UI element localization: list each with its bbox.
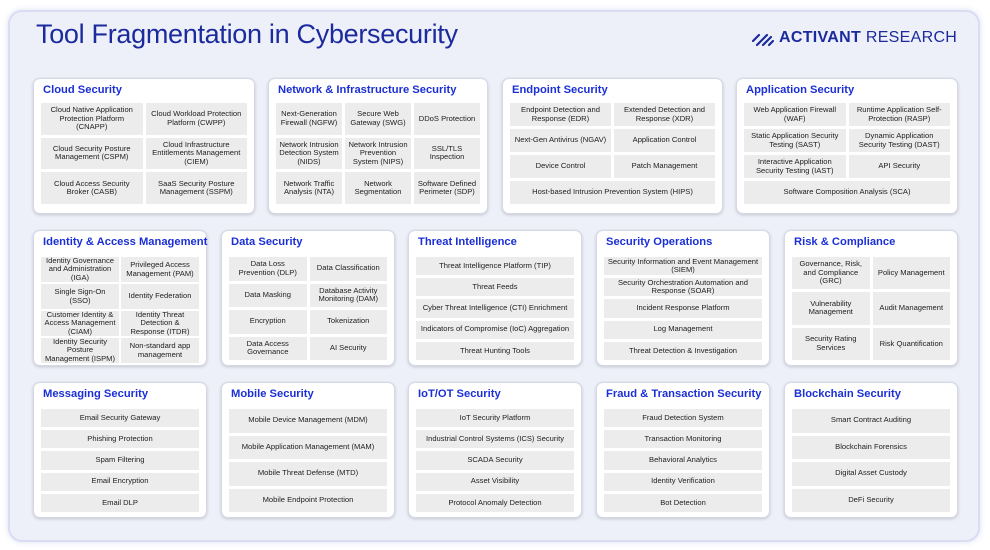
tool-tile: Cloud Native Application Protection Platform (CNAPP) xyxy=(41,103,143,135)
card-blockchain-security xyxy=(784,382,958,518)
tool-tile: Threat Feeds xyxy=(416,278,574,296)
card-data-security xyxy=(221,230,395,366)
tool-tile: Email DLP xyxy=(41,494,199,512)
tool-tile: Software Defined Perimeter (SDP) xyxy=(414,172,480,204)
tool-tile: Data Access Governance xyxy=(229,337,307,361)
tool-tile: Spam Filtering xyxy=(41,451,199,469)
tool-tile: Dynamic Application Security Testing (DAST) xyxy=(849,129,951,152)
tool-tile: Security Information and Event Management (SIEM) xyxy=(604,257,762,275)
card-network-infrastructure-security xyxy=(268,78,488,214)
page-title: Tool Fragmentation in Cybersecurity xyxy=(36,19,458,49)
tool-tile: Risk Quantification xyxy=(873,328,951,360)
tool-tile: SSL/TLS Inspection xyxy=(414,138,480,170)
card-title: IoT/OT Security xyxy=(418,388,501,400)
tool-tile: Identity Threat Detection & Response (ITDR) xyxy=(121,311,199,336)
tool-tile: Policy Management xyxy=(873,257,951,289)
card-endpoint-security xyxy=(502,78,723,214)
card-fraud-transaction-security xyxy=(596,382,770,518)
tool-tile: Digital Asset Custody xyxy=(792,462,950,486)
tool-tile: Cloud Access Security Broker (CASB) xyxy=(41,172,143,204)
tool-tile: Industrial Control Systems (ICS) Security xyxy=(416,430,574,448)
tool-tile: Device Control xyxy=(510,155,611,178)
tool-tile: Mobile Device Management (MDM) xyxy=(229,409,387,433)
tool-tile: Identity Governance and Administration (IGA) xyxy=(41,257,119,282)
tool-tile: Cloud Security Posture Management (CSPM) xyxy=(41,138,143,170)
card-title: Risk & Compliance xyxy=(794,236,896,248)
tool-tile: DDoS Protection xyxy=(414,103,480,135)
tool-tile: Phishing Protection xyxy=(41,430,199,448)
tool-tile: Cloud Workload Protection Platform (CWPP) xyxy=(146,103,248,135)
tool-tile: Data Loss Prevention (DLP) xyxy=(229,257,307,281)
tool-tile: Threat Detection & Investigation xyxy=(604,342,762,360)
card-risk-compliance xyxy=(784,230,958,366)
tool-tile: Audit Management xyxy=(873,292,951,324)
tool-tile: Identity Verification xyxy=(604,473,762,491)
activant-logo-icon xyxy=(752,29,774,47)
tool-tile: Smart Contract Auditing xyxy=(792,409,950,433)
card-title: Messaging Security xyxy=(43,388,149,400)
card-identity-access-management xyxy=(33,230,207,366)
card-application-security xyxy=(736,78,958,214)
card-title: Cloud Security xyxy=(43,84,122,96)
tool-tile: DeFi Security xyxy=(792,489,950,513)
card-title: Threat Intelligence xyxy=(418,236,517,248)
tool-tile: Governance, Risk, and Compliance (GRC) xyxy=(792,257,870,289)
card-cloud-security xyxy=(33,78,255,214)
tool-tile: Network Segmentation xyxy=(345,172,411,204)
card-mobile-security xyxy=(221,382,395,518)
tool-tile: Transaction Monitoring xyxy=(604,430,762,448)
card-iot-ot-security xyxy=(408,382,582,518)
card-title: Mobile Security xyxy=(231,388,314,400)
card-messaging-security xyxy=(33,382,207,518)
tool-tile: Network Traffic Analysis (NTA) xyxy=(276,172,342,204)
card-title: Application Security xyxy=(746,84,855,96)
card-security-operations xyxy=(596,230,770,366)
tool-tile: Database Activity Monitoring (DAM) xyxy=(310,284,388,308)
tool-tile: Mobile Threat Defense (MTD) xyxy=(229,462,387,486)
tool-tile: Host-based Intrusion Prevention System (HIPS) xyxy=(510,181,715,204)
logo-text: ACTIVANT RESEARCH xyxy=(779,29,958,46)
tool-tile: Threat Hunting Tools xyxy=(416,342,574,360)
card-title: Data Security xyxy=(231,236,303,248)
tool-tile: Bot Detection xyxy=(604,494,762,512)
card-title: Identity & Access Management xyxy=(43,236,208,248)
tool-tile: Security Rating Services xyxy=(792,328,870,360)
tool-tile: Indicators of Compromise (IoC) Aggregation xyxy=(416,321,574,339)
tool-tile: Patch Management xyxy=(614,155,715,178)
tool-tile: Web Application Firewall (WAF) xyxy=(744,103,846,126)
tool-tile: Email Encryption xyxy=(41,473,199,491)
tool-tile: Fraud Detection System xyxy=(604,409,762,427)
card-title: Fraud & Transaction Security xyxy=(606,388,762,400)
card-title: Network & Infrastructure Security xyxy=(278,84,457,96)
tool-tile: Incident Response Platform xyxy=(604,299,762,317)
tool-tile: Application Control xyxy=(614,129,715,152)
tool-tile: Software Composition Analysis (SCA) xyxy=(744,181,950,204)
tool-tile: Mobile Endpoint Protection xyxy=(229,489,387,513)
tool-tile: Next-Gen Antivirus (NGAV) xyxy=(510,129,611,152)
tool-tile: Mobile Application Management (MAM) xyxy=(229,436,387,460)
card-title: Security Operations xyxy=(606,236,713,248)
tool-tile: Non-standard app management xyxy=(121,338,199,363)
tool-tile: Vulnerability Management xyxy=(792,292,870,324)
tool-tile: SCADA Security xyxy=(416,451,574,469)
tool-tile: Behavioral Analytics xyxy=(604,451,762,469)
tool-tile: API Security xyxy=(849,155,951,178)
tool-tile: Runtime Application Self-Protection (RASP) xyxy=(849,103,951,126)
tool-tile: Email Security Gateway xyxy=(41,409,199,427)
card-threat-intelligence xyxy=(408,230,582,366)
card-title: Blockchain Security xyxy=(794,388,901,400)
card-title: Endpoint Security xyxy=(512,84,608,96)
tool-tile: Privileged Access Management (PAM) xyxy=(121,257,199,282)
tool-tile: Log Management xyxy=(604,321,762,339)
tool-tile: Tokenization xyxy=(310,310,388,334)
tool-tile: Identity Security Posture Management (ISPM) xyxy=(41,338,119,363)
tool-tile: Static Application Security Testing (SAST) xyxy=(744,129,846,152)
tool-tile: Protocol Anomaly Detection xyxy=(416,494,574,512)
tool-tile: IoT Security Platform xyxy=(416,409,574,427)
tool-tile: Cyber Threat Intelligence (CTI) Enrichment xyxy=(416,299,574,317)
brand-logo xyxy=(752,29,957,47)
tool-tile: Blockchain Forensics xyxy=(792,436,950,460)
tool-tile: Data Masking xyxy=(229,284,307,308)
tool-tile: Single Sign-On (SSO) xyxy=(41,284,119,309)
tool-tile: Extended Detection and Response (XDR) xyxy=(614,103,715,126)
tool-tile: Security Orchestration Automation and Response (SOAR) xyxy=(604,278,762,296)
tool-tile: Customer Identity & Access Management (CIAM) xyxy=(41,311,119,336)
tool-tile: Next-Generation Firewall (NGFW) xyxy=(276,103,342,135)
tool-tile: Network Intrusion Prevention System (NIPS) xyxy=(345,138,411,170)
tool-tile: Cloud Infrastructure Entitlements Management (CIEM) xyxy=(146,138,248,170)
tool-tile: Threat Intelligence Platform (TIP) xyxy=(416,257,574,275)
tool-tile: Asset Visibility xyxy=(416,473,574,491)
tool-tile: Endpoint Detection and Response (EDR) xyxy=(510,103,611,126)
tool-tile: Identity Federation xyxy=(121,284,199,309)
tool-tile: Encryption xyxy=(229,310,307,334)
tool-tile: Secure Web Gateway (SWG) xyxy=(345,103,411,135)
tool-tile: Data Classification xyxy=(310,257,388,281)
tool-tile: Interactive Application Security Testing (IAST) xyxy=(744,155,846,178)
tool-tile: Network Intrusion Detection System (NIDS) xyxy=(276,138,342,170)
tool-tile: SaaS Security Posture Management (SSPM) xyxy=(146,172,248,204)
tool-tile: AI Security xyxy=(310,337,388,361)
